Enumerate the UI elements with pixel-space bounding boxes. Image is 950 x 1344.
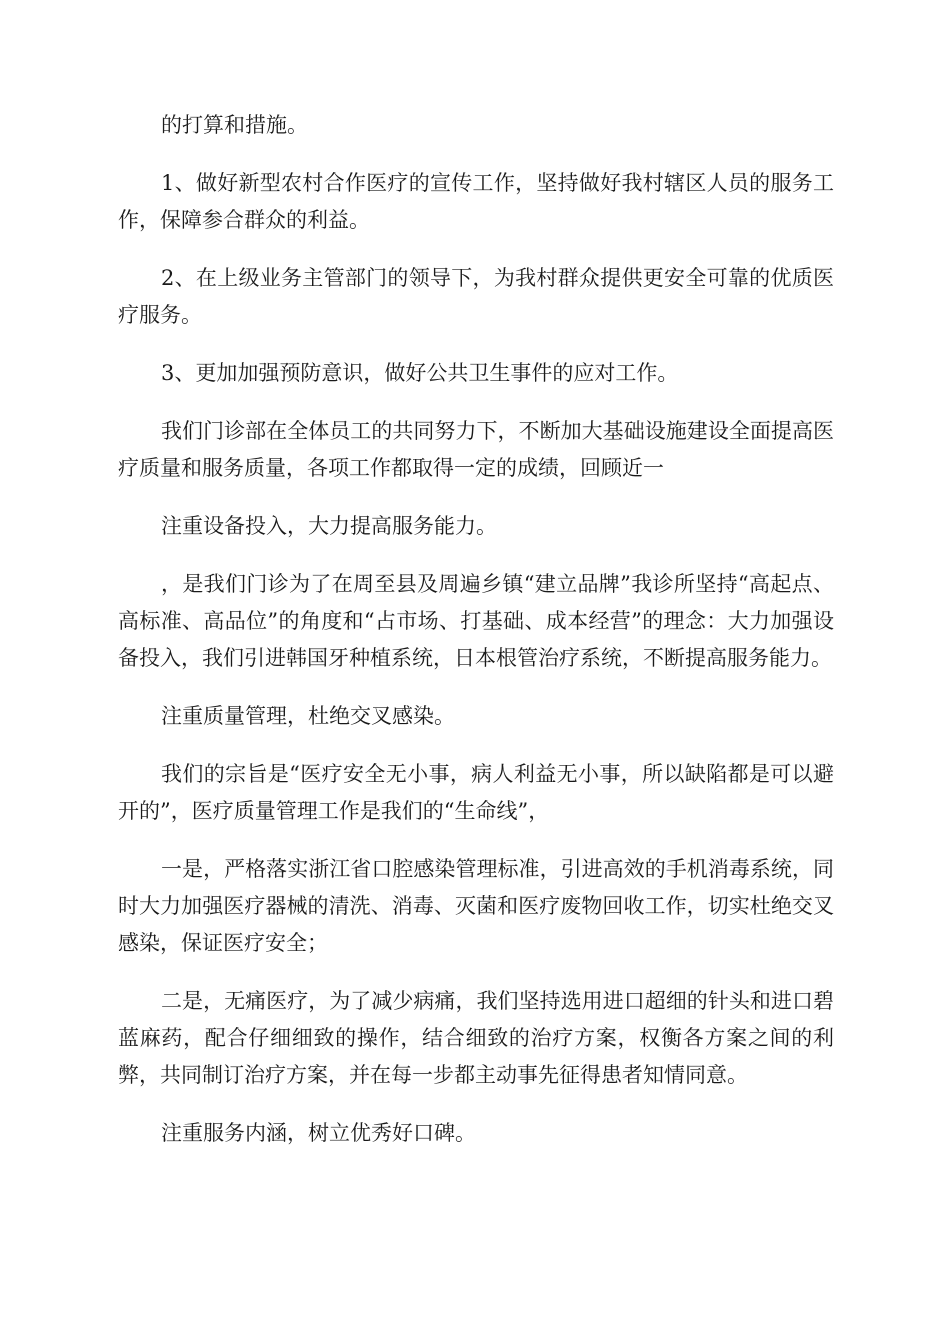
section-heading-equipment: 注重设备投入，大力提高服务能力。 <box>161 514 497 538</box>
paragraph-item-3: 3、更加加强预防意识，做好公共卫生事件的应对工作。 <box>161 361 679 385</box>
paragraph-quality-tenet: 我们的宗旨是“医疗安全无小事，病人利益无小事，所以缺陷都是可以避开的”，医疗质量管理工作是我们的“生命线”， <box>118 762 834 823</box>
section-heading-service: 注重服务内涵，树立优秀好口碑。 <box>161 1121 476 1145</box>
section-heading-quality: 注重质量管理，杜绝交叉感染。 <box>161 704 455 728</box>
paragraph-quality-second: 二是，无痛医疗，为了减少病痛，我们坚持选用进口超细的针头和进口碧蓝麻药，配合仔细细致的操作，结合细致的治疗方案，权衡各方案之间的利弊，共同制订治疗方案，并在每一步都主动事先征得患者知情同意。 <box>118 989 834 1087</box>
paragraph-plan-intro: 的打算和措施。 <box>161 113 308 137</box>
paragraph-quality-first: 一是，严格落实浙江省口腔感染管理标准，引进高效的手机消毒系统，同时大力加强医疗器械的清洗、消毒、灭菌和医疗废物回收工作，切实杜绝交叉感染，保证医疗安全； <box>118 857 834 955</box>
paragraph-equipment: ，是我们门诊为了在周至县及周遍乡镇“建立品牌”我诊所坚持“高起点、高标准、高品位”的角度和“占市场、打基础、成本经营”的理念：大力加强设备投入，我们引进韩国牙种植系统，日本根管治疗系统，不断提高服务能力。 <box>118 572 834 670</box>
document-body <box>118 107 834 1173</box>
paragraph-item-2: 2、在上级业务主管部门的领导下，为我村群众提供更安全可靠的优质医疗服务。 <box>118 266 834 327</box>
paragraph-item-1: 1、做好新型农村合作医疗的宣传工作，坚持做好我村辖区人员的服务工作，保障参合群众的利益。 <box>118 171 834 232</box>
paragraph-review: 我们门诊部在全体员工的共同努力下，不断加大基础设施建设全面提高医疗质量和服务质量，各项工作都取得一定的成绩，回顾近一 <box>118 419 834 480</box>
